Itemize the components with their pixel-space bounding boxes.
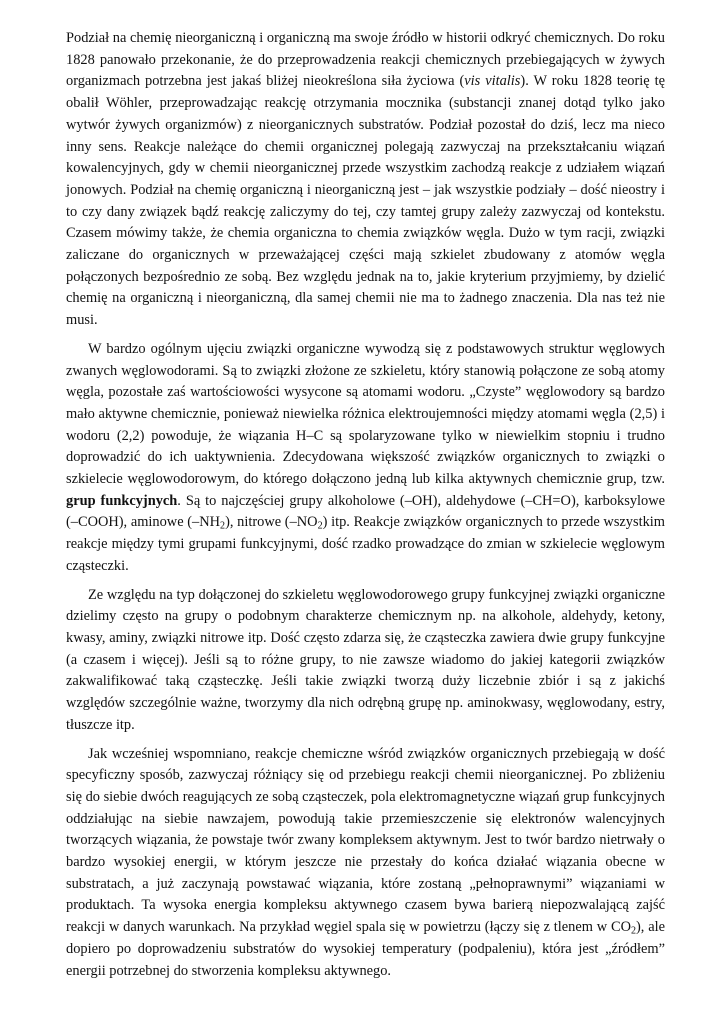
bold-term-functional-groups: grup funkcyjnych: [66, 492, 178, 509]
subscript: 2: [317, 520, 323, 532]
italic-term-vis-vitalis: vis vitalis: [464, 73, 521, 90]
document-page: [66, 28, 665, 989]
text-run: Podział na chemię nieorganiczną i organiczną ma swoje źródło w historii odkryć chemicznych. Do roku 1828 panowało przekonanie, że do przeprowadzenia reakcji chemicznych przebiegających w żywych organizmach potrzebna jest jakaś bliżej nieokreślona siła życiowa (: [66, 30, 665, 90]
text-run: ) itp. Reakcje związków organicznych to przede wszystkim reakcje między tymi grupami funkcyjnymi, dość rzadko prowadzące do zmian w szkielecie węglowym cząsteczki.: [66, 514, 665, 574]
text-run: . Są to najczęściej grupy alkoholowe (–OH), aldehydowe (–CH=O), karboksylowe (–COOH), aminowe (–NH: [66, 492, 665, 531]
paragraph-activated-complex: [66, 744, 665, 983]
text-run: Ze względu na typ dołączonej do szkieletu węglowodorowego grupy funkcyjnej związki organiczne dzielimy często na grupy o podobnym charakterze chemicznym np. na alkohole, aldehydy, ketony, kwasy, aminy, związki nitrowe itp. Dość często zdarza się, że cząsteczka zawiera dwie grupy funkcyjne (a czasem i więcej). Jeśli są to różne grupy, to nie zawsze wiadomo do jakiej kategorii związków zakwalifikować taką cząsteczkę. Jeśli takie związki tworzą duży liczebnie zbiór i są z jakichś względów szczególnie ważne, tworzymy dla nich odrębną grupę np. aminokwasy, węglowodany, estry, tłuszcze itp.: [66, 586, 665, 733]
subscript: 2: [630, 925, 637, 937]
paragraph-hydrocarbons-functional-groups: [66, 339, 665, 578]
paragraph-classification: [66, 585, 665, 737]
text-run: W bardzo ogólnym ujęciu związki organiczne wywodzą się z podstawowych struktur węglowych zwanych węglowodorami. Są to związki złożone ze szkieletu, który stanowią połączone ze sobą atomy węgla, pozostałe zaś wartościowości wysycone są atomami wodoru. „Czyste” węglowodory są bardzo mało aktywne chemicznie, ponieważ niewielka różnica elektroujemności między atomami węgla (2,5) i wodoru (2,2) powoduje, że wiązania H–C są spolaryzowane tylko w niewielkim stopniu i trudno doprowadzić do ich uaktywnienia. Zdecydowana większość związków organicznych to związki o szkielecie węglowodorowym, do którego dołączono jedną lub kilka aktywnych chemicznie grup, tzw.: [66, 340, 665, 488]
text-run: Jak wcześniej wspomniano, reakcje chemiczne wśród związków organicznych przebiegają w dość specyficzny sposób, zazwyczaj różniący się od przebiegu reakcji chemii nieorganicznej. Po zbliżeniu się do siebie dwóch reagujących ze sobą cząsteczek, pola elektromagnetyczne wiązań grup funkcyjnych oddziałując na siebie nawzajem, powodują takie przemieszczenie się elektronów walencyjnych tworzących wiązania, że powstaje twór zwany kompleksem aktywnym. Jest to twór bardzo nietrwały o bardzo wysokiej energii, w którym jeszcze nie przestały do końca działać wiązania obecne w substratach, a już zaczynają powstawać wiązania, które zostaną „pełnoprawnymi” wiązaniami w produktach. Ta wysoka energia kompleksu aktywnego czasem bywa barierą niepozwalającą zajść reakcji w danych warunkach. Na przykład węgiel spala się w powietrzu (łączy się z tlenem w CO: [66, 745, 665, 936]
paragraph-origin-of-division: [66, 28, 665, 332]
text-run: ), ale dopiero po doprowadzeniu substratów do wysokiej temperatury (podpaleniu), która jest „źródłem” energii potrzebnej do stworzenia kompleksu aktywnego.: [66, 919, 665, 979]
subscript: 2: [220, 520, 226, 532]
text-run: ), nitrowe (–NO: [225, 514, 318, 531]
text-run: ). W roku 1828 teorię tę obalił Wöhler, przeprowadzając reakcję otrzymania mocznika (substancji znanej dotąd tylko jako wytwór żywych organizmów) z nieorganicznych substratów. Podział pozostał do dziś, lecz ma nieco inny sens. Reakcje należące do chemii organicznej polegają zazwyczaj na przekształcaniu wiązań kowalencyjnych, gdy w chemii nieorganicznej przede wszystkim zachodzą reakcje z udziałem wiązań jonowych. Podział na chemię organiczną i nieorganiczną jest – jak wszystkie podziały – dość nieostry i to czy dany związek bądź reakcję zaliczymy do tej, czy tamtej grupy zależy zazwyczaj od kontekstu. Czasem mówimy także, że chemia organiczna to chemia związków węgla. Dużo w tym racji, związki zaliczane do organicznych w przeważającej części mają szkielet zbudowany z atomów węgla połączonych bezpośrednio ze sobą. Bez względu jednak na to, jakie kryterium przyjmiemy, by dzielić chemię na organiczną i nieorganiczną, dla samej chemii nie ma to żadnego znaczenia. Dla nas też nie musi.: [66, 73, 666, 329]
